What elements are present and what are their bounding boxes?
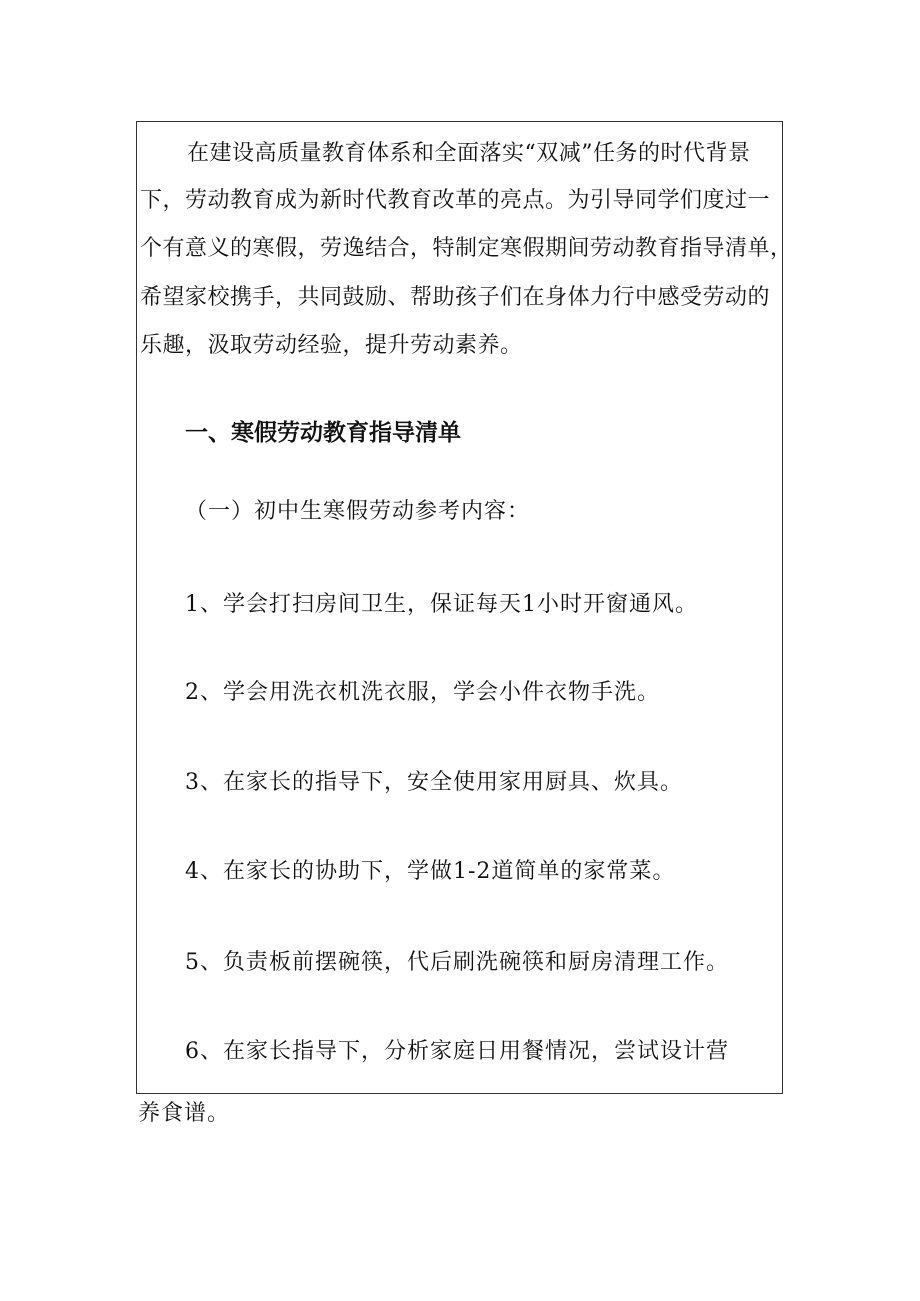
list-item: 5、负责板前摆碗筷，代后刷洗碗筷和厨房清理工作。 <box>185 950 729 975</box>
list-item-continuation: 养食谱。 <box>138 1101 231 1126</box>
list-item: 3、在家长的指导下，安全使用家用厨具、炊具。 <box>185 770 683 795</box>
intro-paragraph-line-4: 希望家校携手，共同鼓励、帮助孩子们在身体力行中感受劳动的 <box>140 285 771 310</box>
list-item: 2、学会用洗衣机洗衣服，学会小件衣物手洗。 <box>185 680 660 705</box>
section-heading: 一、寒假劳动教育指导清单 <box>185 420 461 446</box>
section-subheading: （一）初中生寒假劳动参考内容： <box>185 499 531 524</box>
intro-paragraph-line-2: 下，劳动教育成为新时代教育改革的亮点。为引导同学们度过一 <box>140 188 771 213</box>
intro-paragraph-line-1: 在建设高质量教育体系和全面落实“双减”任务的时代背景 <box>187 141 751 166</box>
intro-paragraph-line-5: 乐趣，汲取劳动经验，提升劳动素养。 <box>140 333 523 358</box>
list-item: 4、在家长的协助下，学做1-2道简单的家常菜。 <box>185 859 676 884</box>
list-item: 1、学会打扫房间卫生，保证每天1小时开窗通风。 <box>185 592 698 617</box>
intro-paragraph-line-3: 个有意义的寒假，劳逸结合，特制定寒假期间劳动教育指导清单， <box>140 236 793 261</box>
list-item: 6、在家长指导下，分析家庭日用餐情况，尝试设计营 <box>185 1039 729 1064</box>
